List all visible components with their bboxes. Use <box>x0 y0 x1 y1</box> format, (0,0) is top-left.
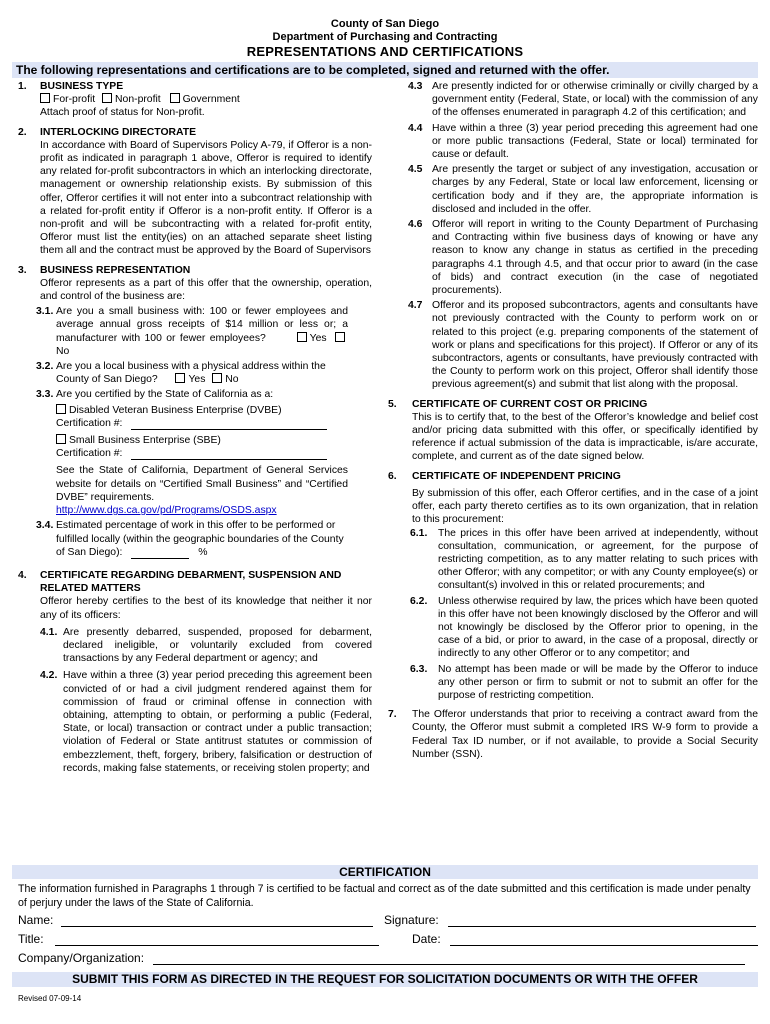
section-business-type <box>18 80 372 120</box>
company-label: Company/Organization: <box>18 951 145 965</box>
section-text: The Offeror understands that prior to receiving a contract award from the County, the Offeror must submit a completed IRS W-9 form to provide a Federal Tax ID number, or if not available, to provide a Social Security Number (SSN). <box>412 709 758 760</box>
question-number: 3.3. <box>36 389 54 401</box>
debarment-item-4-2 <box>18 669 372 775</box>
left-column <box>18 80 372 775</box>
debarment-item-4-4 <box>388 122 758 162</box>
section-interlocking-directorate <box>18 126 372 258</box>
dvbe-checkbox[interactable] <box>56 404 66 414</box>
section-title: CERTIFICATE REGARDING DEBARMENT, SUSPENSION AND RELATED MATTERS <box>40 569 342 595</box>
question-small-business <box>18 305 372 358</box>
dgs-link[interactable]: http://www.dgs.ca.gov/pd/Programs/OSDS.aspx <box>56 505 277 517</box>
item-number: 4.6 <box>408 219 423 231</box>
dgs-note: See the State of California, Department of General Services website for details on “Certified Small Business” and “Certified DVBE” requirements. <box>56 465 348 503</box>
dvbe-certification-input[interactable] <box>131 418 327 430</box>
section-number: 1. <box>18 81 27 92</box>
non-profit-note: Attach proof of status for Non-profit. <box>40 107 205 119</box>
item-number: 4.4 <box>408 122 423 134</box>
intro-banner: The following representations and certifications are to be completed, signed and returned with the offer. <box>12 62 758 78</box>
section-title: CERTIFICATE OF INDEPENDENT PRICING <box>412 470 621 482</box>
section-w9 <box>388 708 758 761</box>
item-number: 6.2. <box>410 595 428 607</box>
section-title: BUSINESS TYPE <box>40 81 124 92</box>
debarment-item-4-6 <box>388 218 758 297</box>
county-name: County of San Diego <box>330 18 440 30</box>
item-number: 4.7 <box>408 300 423 312</box>
question-number: 3.1. <box>36 306 54 318</box>
non-profit-label: Non-profit <box>115 94 161 106</box>
question-local-percentage <box>18 519 372 559</box>
item-number: 6.1. <box>410 527 428 539</box>
right-column <box>388 80 758 761</box>
government-label: Government <box>182 94 240 106</box>
business-type-options <box>40 93 372 106</box>
yes-label: Yes <box>188 374 206 386</box>
item-text: Have within a three (3) year period preceding this agreement had one or more public transactions (Federal, State or local) terminated for cause or default. <box>432 122 758 161</box>
question-number: 3.2. <box>36 361 54 373</box>
question-state-certification <box>18 388 372 517</box>
pricing-item-6-1 <box>388 527 758 593</box>
sbe-label: Small Business Enterprise (SBE) <box>69 435 221 447</box>
pricing-item-6-3 <box>388 663 758 703</box>
non-profit-checkbox[interactable] <box>102 93 112 103</box>
date-label: Date: <box>412 932 441 946</box>
debarment-item-4-1 <box>18 626 372 666</box>
certification-number-label: Certification #: <box>56 448 123 460</box>
section-text: Offeror hereby certifies to the best of its knowledge that neither it nor any of its officers: <box>40 596 372 621</box>
date-field <box>412 932 758 946</box>
certification-title: CERTIFICATION <box>12 865 758 879</box>
signature-field <box>384 913 756 927</box>
section-number: 5. <box>388 398 397 410</box>
section-debarment <box>18 569 372 622</box>
section-current-cost <box>388 398 758 464</box>
certification-number-label: Certification #: <box>56 417 123 429</box>
no-label: No <box>225 374 239 386</box>
company-input[interactable] <box>153 951 745 965</box>
local-percentage-input[interactable] <box>131 547 189 559</box>
item-text: Are presently indicted for or otherwise criminally or civilly charged by a government entity (Federal, State, or local) with the commission of any of the offenses enumerated in paragraph 4.2 of this certification; and <box>432 81 758 119</box>
no-label: No <box>56 345 70 357</box>
local-business-yes-checkbox[interactable] <box>175 373 185 383</box>
date-input[interactable] <box>450 932 758 946</box>
section-number: 7. <box>388 709 397 721</box>
item-number: 4.2. <box>40 670 58 682</box>
debarment-item-4-7 <box>388 299 758 391</box>
section-number: 6. <box>388 470 397 482</box>
section-title: INTERLOCKING DIRECTORATE <box>40 126 197 138</box>
section-text: This is to certify that, to the best of the Offeror’s knowledge and belief cost and/or pricing data submitted with this offer, or specifically identified by reference if actual submission of the data is impracticable, is/are accurate, complete, and current as of the date signed below. <box>412 411 758 463</box>
section-text: In accordance with Board of Supervisors Policy A-79, if Offeror is a non-profit as indicated in paragraph 1 above, Offeror is required to identify any related for-profit subcontractors in which an interlocking directorate, management or ownership relationship exists. By submission of this offer, Offeror certifies it will not enter into a subcontract relationship with a related for-profit entity if Offeror is a non-profit entity. If Offeror is a non-profit and will be subcontracting with a related for-profit entity, Offeror must list the entity(ies) on an attached separate sheet listing them all and the contract must be approved by the Board of Supervisors <box>40 139 372 257</box>
yes-label: Yes <box>309 332 327 344</box>
revision-date: Revised 07-09-14 <box>18 994 82 1003</box>
item-text: Are presently debarred, suspended, proposed for debarment, declared ineligible, or voluntarily excluded from covered transactions by any Federal department or agency; and <box>63 626 372 665</box>
section-title: CERTIFICATE OF CURRENT COST OR PRICING <box>412 398 648 410</box>
item-text: No attempt has been made or will be made by the Offeror to induce any other person or firm to submit or not to submit an offer for the purpose of restricting competition. <box>438 663 758 701</box>
question-text: Are you a local business with a physical address within the County of San Diego? <box>56 361 326 386</box>
item-number: 4.5 <box>408 164 423 176</box>
section-number: 4. <box>18 569 27 581</box>
section-number: 3. <box>18 264 27 276</box>
company-field <box>18 951 745 965</box>
item-text: Unless otherwise required by law, the prices which have been quoted in this offer have not been knowingly disclosed by the Offeror and will not knowingly be disclosed by the Offeror prior to opening, in the case of a bid, or prior to award, in the case of a proposal, directly or indirectly to any other Offeror or to any competitor; and <box>438 595 758 660</box>
small-business-no-checkbox[interactable] <box>335 332 345 342</box>
section-business-representation <box>18 264 372 304</box>
question-text: Estimated percentage of work in this offer to be performed or fulfilled locally (within the geographic boundaries of the County of San Diego): <box>56 520 344 558</box>
question-local-business <box>18 360 372 386</box>
item-number: 4.3 <box>408 81 423 92</box>
signature-label: Signature: <box>384 913 439 927</box>
name-label: Name: <box>18 913 54 927</box>
question-number: 3.4. <box>36 520 54 532</box>
pricing-item-6-2 <box>388 595 758 661</box>
sbe-checkbox[interactable] <box>56 434 66 444</box>
section-independent-pricing <box>388 470 758 527</box>
page-title: REPRESENTATIONS AND CERTIFICATIONS <box>246 44 524 59</box>
question-text: Are you certified by the State of California as a: <box>56 389 274 401</box>
debarment-item-4-5 <box>388 163 758 216</box>
title-input[interactable] <box>55 932 379 946</box>
name-input[interactable] <box>61 913 373 927</box>
certification-text: The information furnished in Paragraphs 1 through 7 is certified to be factual and correct as of the date submitted and this certification is made under penalty of perjury under the laws of the State of California. <box>18 883 751 909</box>
submit-instruction: SUBMIT THIS FORM AS DIRECTED IN THE REQUEST FOR SOLICITATION DOCUMENTS OR WITH THE OFFER <box>12 972 758 987</box>
item-text: Offeror and its proposed subcontractors, agents and consultants have not previously contracted with the County to perform work on or related to this project (e.g. preparing components of the statement of work or plans and specifications for this project). If Offeror or any of its subcontractors, agents or consultants, have previously contracted with the County to perform work on this project, Offeror shall identify those previous agreement(s) and submit that list along with the proposal. <box>432 300 758 391</box>
item-number: 4.1. <box>40 626 58 638</box>
debarment-item-4-3 <box>388 80 758 120</box>
section-title: BUSINESS REPRESENTATION <box>40 264 191 276</box>
item-number: 6.3. <box>410 663 428 675</box>
question-text: Are you a small business with: 100 or fewer employees and average annual gross receipts of $14 million or less or; a manufacturer with 100 or fewer employees? <box>56 306 348 344</box>
item-text: Have within a three (3) year period preceding this agreement been convicted of or had a civil judgment rendered against them for commission of fraud or criminal offense in connection with obtaining, attempting to obtain, or performing a public (Federal, State, or local) transaction or contract under a public transaction; violation of Federal or State antitrust statutes or commission of embezzlement, theft, forgery, bribery, falsification or destruction of records, making false statements, or receiving stolen property; and <box>63 670 372 774</box>
name-field <box>18 913 373 927</box>
signature-input[interactable] <box>448 913 756 927</box>
dvbe-label: Disabled Veteran Business Enterprise (DVBE) <box>69 404 282 416</box>
item-text: Are presently the target or subject of any investigation, accusation or charges by any Federal, State or local law enforcement, licensing or certification body and if they are, the appropriate information is disclosed and included in the offer. <box>432 164 758 215</box>
government-checkbox[interactable] <box>170 93 180 103</box>
section-text: Offeror represents as a part of this offer that the ownership, operation, and control of the business are: <box>40 277 372 303</box>
percent-sign: % <box>198 546 208 558</box>
sbe-certification-input[interactable] <box>131 448 327 460</box>
small-business-yes-checkbox[interactable] <box>297 332 307 342</box>
title-field <box>18 932 379 946</box>
item-text: The prices in this offer have been arrived at independently, without consultation, communication, or agreement, for the purpose of restricting competition, as to any matter relating to such prices with other Offeror; with any competitor; or with any County employee(s) or consultant(s) involved in this or related procurements; and <box>438 527 758 592</box>
local-business-no-checkbox[interactable] <box>212 373 222 383</box>
title-label: Title: <box>18 932 44 946</box>
for-profit-checkbox[interactable] <box>40 93 50 103</box>
section-text: By submission of this offer, each Offeror certifies, and in the case of a joint offer, each party thereto certifies as to its own organization, that in relation to this procurement: <box>412 487 758 526</box>
section-number: 2. <box>18 126 27 138</box>
item-text: Offeror will report in writing to the County Department of Purchasing and Contracting within five business days of knowing or have any reason to know any change in status as certified in the preceding paragraphs 4.1 through 4.5, and that occur prior to award (in the case of bids) and contract execution (in the case of negotiated procurements). <box>432 219 758 297</box>
for-profit-label: For-profit <box>53 94 96 106</box>
department-name: Department of Purchasing and Contracting <box>272 31 498 43</box>
